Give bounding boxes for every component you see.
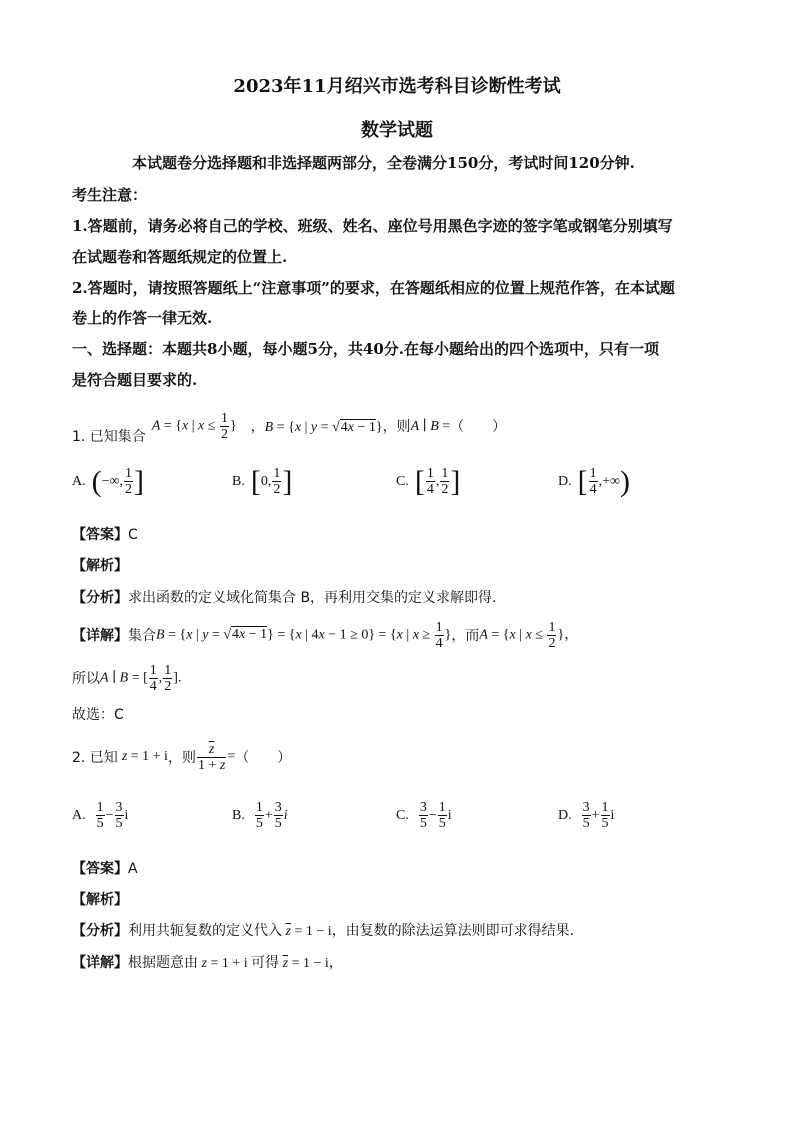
notice-heading: 考生注意： [72,186,148,204]
q1-derivation: B = {x | y = √4x − 1} = {x | 4x − 1 ≥ 0} = {x | x ≥ $\frac{1}{4}$ } [156,619,452,651]
q2-answer [72,858,138,878]
q1-option-d: D. [ $\frac{1}{4}$ ,+∞ ) [558,464,631,498]
xiangjie-tag: 【详解】 [72,955,128,971]
q1-option-a: A. ( −∞, $\frac{1}{2}$ ] [72,464,145,498]
suoyi-text: 所以 [72,671,100,687]
answer-tag: 【答案】 [72,527,128,543]
q2-jiexi: 【解析】 [72,892,128,908]
fenxi-tag: 【分析】 [72,923,128,939]
q2-fraction: $\frac{\overline{z}}{1 + z}$ [197,741,226,773]
q1-set-a-repeat: A = {x | x ≤ $\frac{1}{2}$ }， [479,619,579,651]
q1-prefix: 1. 已知集合 [72,429,146,445]
fenxi-tag: 【分析】 [72,590,128,606]
answer-value: C [128,527,138,543]
option-letter: B. [232,473,245,489]
q1-expr: A ∣ B = [410,418,451,434]
q2-given: z = 1 + i [121,749,168,764]
q1-jiexi: 【解析】 [72,558,128,574]
xiangjie-mid: ，而 [451,628,480,644]
option-letter: C. [396,807,409,823]
xiangjie-mid: 可得 [251,955,280,971]
q1-result: A ∣ B = [ $\frac{1}{4}$ , $\frac{1}{2}$ ]. [100,662,182,694]
q1-set-b: ，B = {x | y = √4x − 1} [250,420,383,435]
q1-guxuan: 故选：C [72,707,124,723]
option-letter: D. [558,473,572,489]
answer-value: A [128,861,138,877]
q2-stem: 2. 已知 z = 1 + i ，则 $\frac{\overline{z}}{1 + z}$ = （ ） [72,741,292,773]
xiangjie-pre: 集合 [128,628,156,644]
q2-option-d: D. $\frac{3}{5}$ + $\frac{1}{5}$ i [558,800,615,831]
q1-option-b: B. [ 0, $\frac{1}{2}$ ] [232,464,293,498]
subject-title: 数学试题 [361,120,433,141]
intro-text: 本试题卷分选择题和非选择题两部分，全卷满分150分，考试时间120分钟. [132,154,635,172]
q2-xiangjie: 【详解】根据题意由 z = 1 + i 可得 $\overline{z} = 1 - i$， [72,955,343,971]
q2-blank: （ ） [235,750,292,766]
option-letter: A. [72,807,86,823]
q1-option-c: C. [ $\frac{1}{4}$ , $\frac{1}{2}$ ] [396,464,461,498]
notice-item1-line2: 在试题卷和答题纸规定的位置上. [72,248,288,266]
q1-blank: （ ） [450,419,507,435]
q1-set-a: A = {x | x ≤ $\frac{1}{2}$ } [151,410,237,442]
notice-item1-line1: 1.答题前，请务必将自己的学校、班级、姓名、座位号用黑色字迹的签字笔或钢笔分别填写 [72,217,673,235]
q2-option-a: A. $\frac{1}{5}$ − $\frac{3}{5}$ i [72,800,129,831]
q1-then: ，则 [382,419,411,435]
notice-item2-line2: 卷上的作答一律无效. [72,309,213,327]
option-letter: B. [232,807,245,823]
xiangjie-tag: 【详解】 [72,628,128,644]
q2-option-c: C. $\frac{3}{5}$ − $\frac{1}{5}$ i [396,800,452,831]
option-letter: C. [396,473,409,489]
fenxi-pre: 利用共轭复数的定义代入 [128,923,282,939]
exam-title: 2023年11月绍兴市选考科目诊断性考试 [233,76,561,97]
q1-stem [72,401,506,451]
fenxi-post: ，由复数的除法运算法则即可求得结果. [331,923,575,939]
section1-line1: 一、选择题：本题共8小题，每小题5分，共40分.在每小题给出的四个选项中，只有一项 [72,340,659,358]
answer-tag: 【答案】 [72,861,128,877]
notice-item2-line1: 2.答题时，请按照答题纸上“注意事项”的要求，在答题纸相应的位置上规范作答，在本试题 [72,279,675,297]
q2-prefix: 2. 已知 [72,750,118,766]
q2-option-b: B. $\frac{1}{5}$ + $\frac{3}{5}$ i [232,800,288,831]
q2-fenxi: 【分析】利用共轭复数的定义代入 $\overline{z} = 1 - i$，由复数的除法运算法则即可求得结果. [72,923,575,939]
q1-xiangjie [72,616,578,654]
xiangjie-pre: 根据题意由 [128,955,198,971]
q2-then: ，则 [167,750,196,766]
option-letter: A. [72,473,86,489]
option-letter: D. [558,807,572,823]
q1-suoyi [72,660,181,696]
fenxi-text: 求出函数的定义域化简集合 B，再利用交集的定义求解即得. [128,590,497,606]
q1-fenxi [72,587,497,607]
q1-answer [72,524,138,544]
section1-line2: 是符合题目要求的. [72,371,198,389]
